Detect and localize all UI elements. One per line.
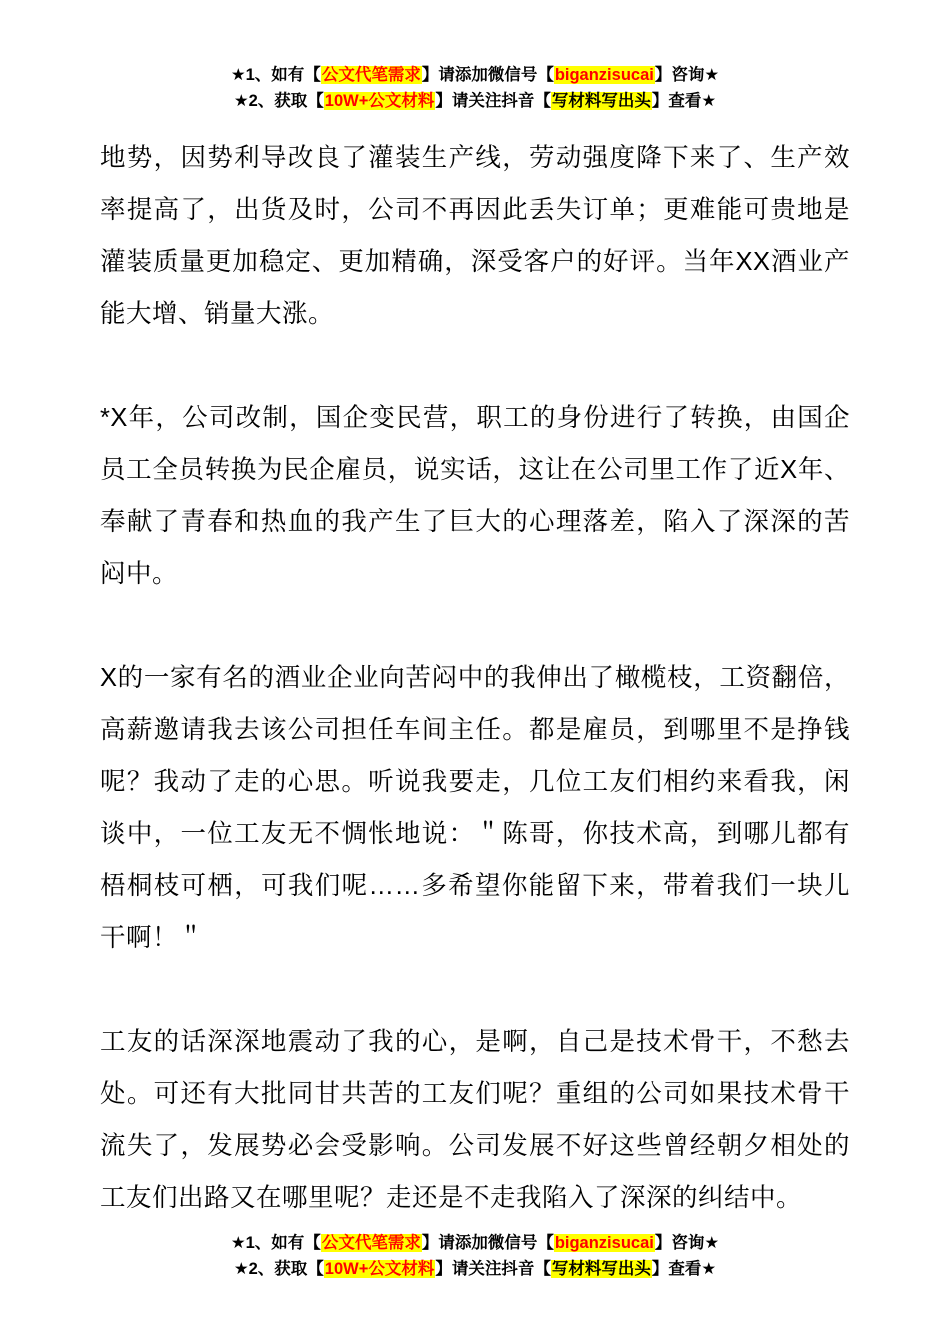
promo-bottom-line2-suffix: 】查看★	[651, 1260, 717, 1278]
promo-bottom-line1-prefix: ★1、如有【	[230, 1234, 321, 1252]
paragraph: *X年，公司改制，国企变民营，职工的身份进行了转换，由国企员工全员转换为民企雇员，说实话，这让在公司里工作了近X年、奉献了青春和热血的我产生了巨大的心理落差，陷入了深深的苦闷中。	[100, 404, 850, 588]
promo-banner-top	[100, 0, 850, 114]
promo-top-line1-suffix: 】咨询★	[654, 66, 720, 84]
document-body	[100, 132, 850, 1224]
promo-bottom-line2-highlight-id: 写材料写出头	[551, 1260, 651, 1278]
promo-bottom-line2-prefix: ★2、获取【	[233, 1260, 324, 1278]
promo-top-line-2	[100, 88, 850, 114]
promo-bottom-line1-highlight-red: 公文代笔需求	[321, 1234, 421, 1252]
promo-top-line2-middle: 】请关注抖音【	[435, 92, 551, 110]
promo-bottom-line-2	[0, 1256, 950, 1282]
promo-top-line2-suffix: 】查看★	[651, 92, 717, 110]
promo-bottom-line1-highlight-id: biganzisucai	[554, 1234, 654, 1252]
promo-top-line1-highlight-id: biganzisucai	[554, 66, 654, 84]
promo-bottom-line2-middle: 】请关注抖音【	[435, 1260, 551, 1278]
promo-top-line1-middle: 】请添加微信号【	[421, 66, 554, 84]
promo-top-line-1	[100, 62, 850, 88]
paragraph: 地势，因势利导改良了灌装生产线，劳动强度降下来了、生产效率提高了，出货及时，公司不再因此丢失订单；更难能可贵地是灌装质量更加稳定、更加精确，深受客户的好评。当年XX酒业产能大增、销量大涨。	[100, 144, 850, 328]
promo-bottom-line1-suffix: 】咨询★	[654, 1234, 720, 1252]
paragraph: 工友的话深深地震动了我的心，是啊，自己是技术骨干，不愁去处。可还有大批同甘共苦的工友们呢？重组的公司如果技术骨干流失了，发展势必会受影响。公司发展不好这些曾经朝夕相处的工友们出路又在哪里呢？走还是不走我陷入了深深的纠结中。	[100, 1028, 850, 1212]
promo-top-line2-highlight-id: 写材料写出头	[551, 92, 651, 110]
promo-top-line1-prefix: ★1、如有【	[230, 66, 321, 84]
promo-bottom-line2-highlight-red: 10W+公文材料	[324, 1260, 435, 1278]
promo-bottom-line-1	[0, 1230, 950, 1256]
promo-top-line2-prefix: ★2、获取【	[233, 92, 324, 110]
paragraph: X的一家有名的酒业企业向苦闷中的我伸出了橄榄枝，工资翻倍，高薪邀请我去该公司担任车间主任。都是雇员，到哪里不是挣钱呢？我动了走的心思。听说我要走，几位工友们相约来看我，闲谈中，一位工友无不惆怅地说：＂陈哥，你技术高，到哪儿都有梧桐枝可栖，可我们呢……多希望你能留下来，带着我们一块儿干啊！＂	[100, 664, 850, 952]
promo-top-line1-highlight-red: 公文代笔需求	[321, 66, 421, 84]
promo-bottom-line1-middle: 】请添加微信号【	[421, 1234, 554, 1252]
promo-banner-bottom	[0, 1230, 950, 1282]
promo-top-line2-highlight-red: 10W+公文材料	[324, 92, 435, 110]
